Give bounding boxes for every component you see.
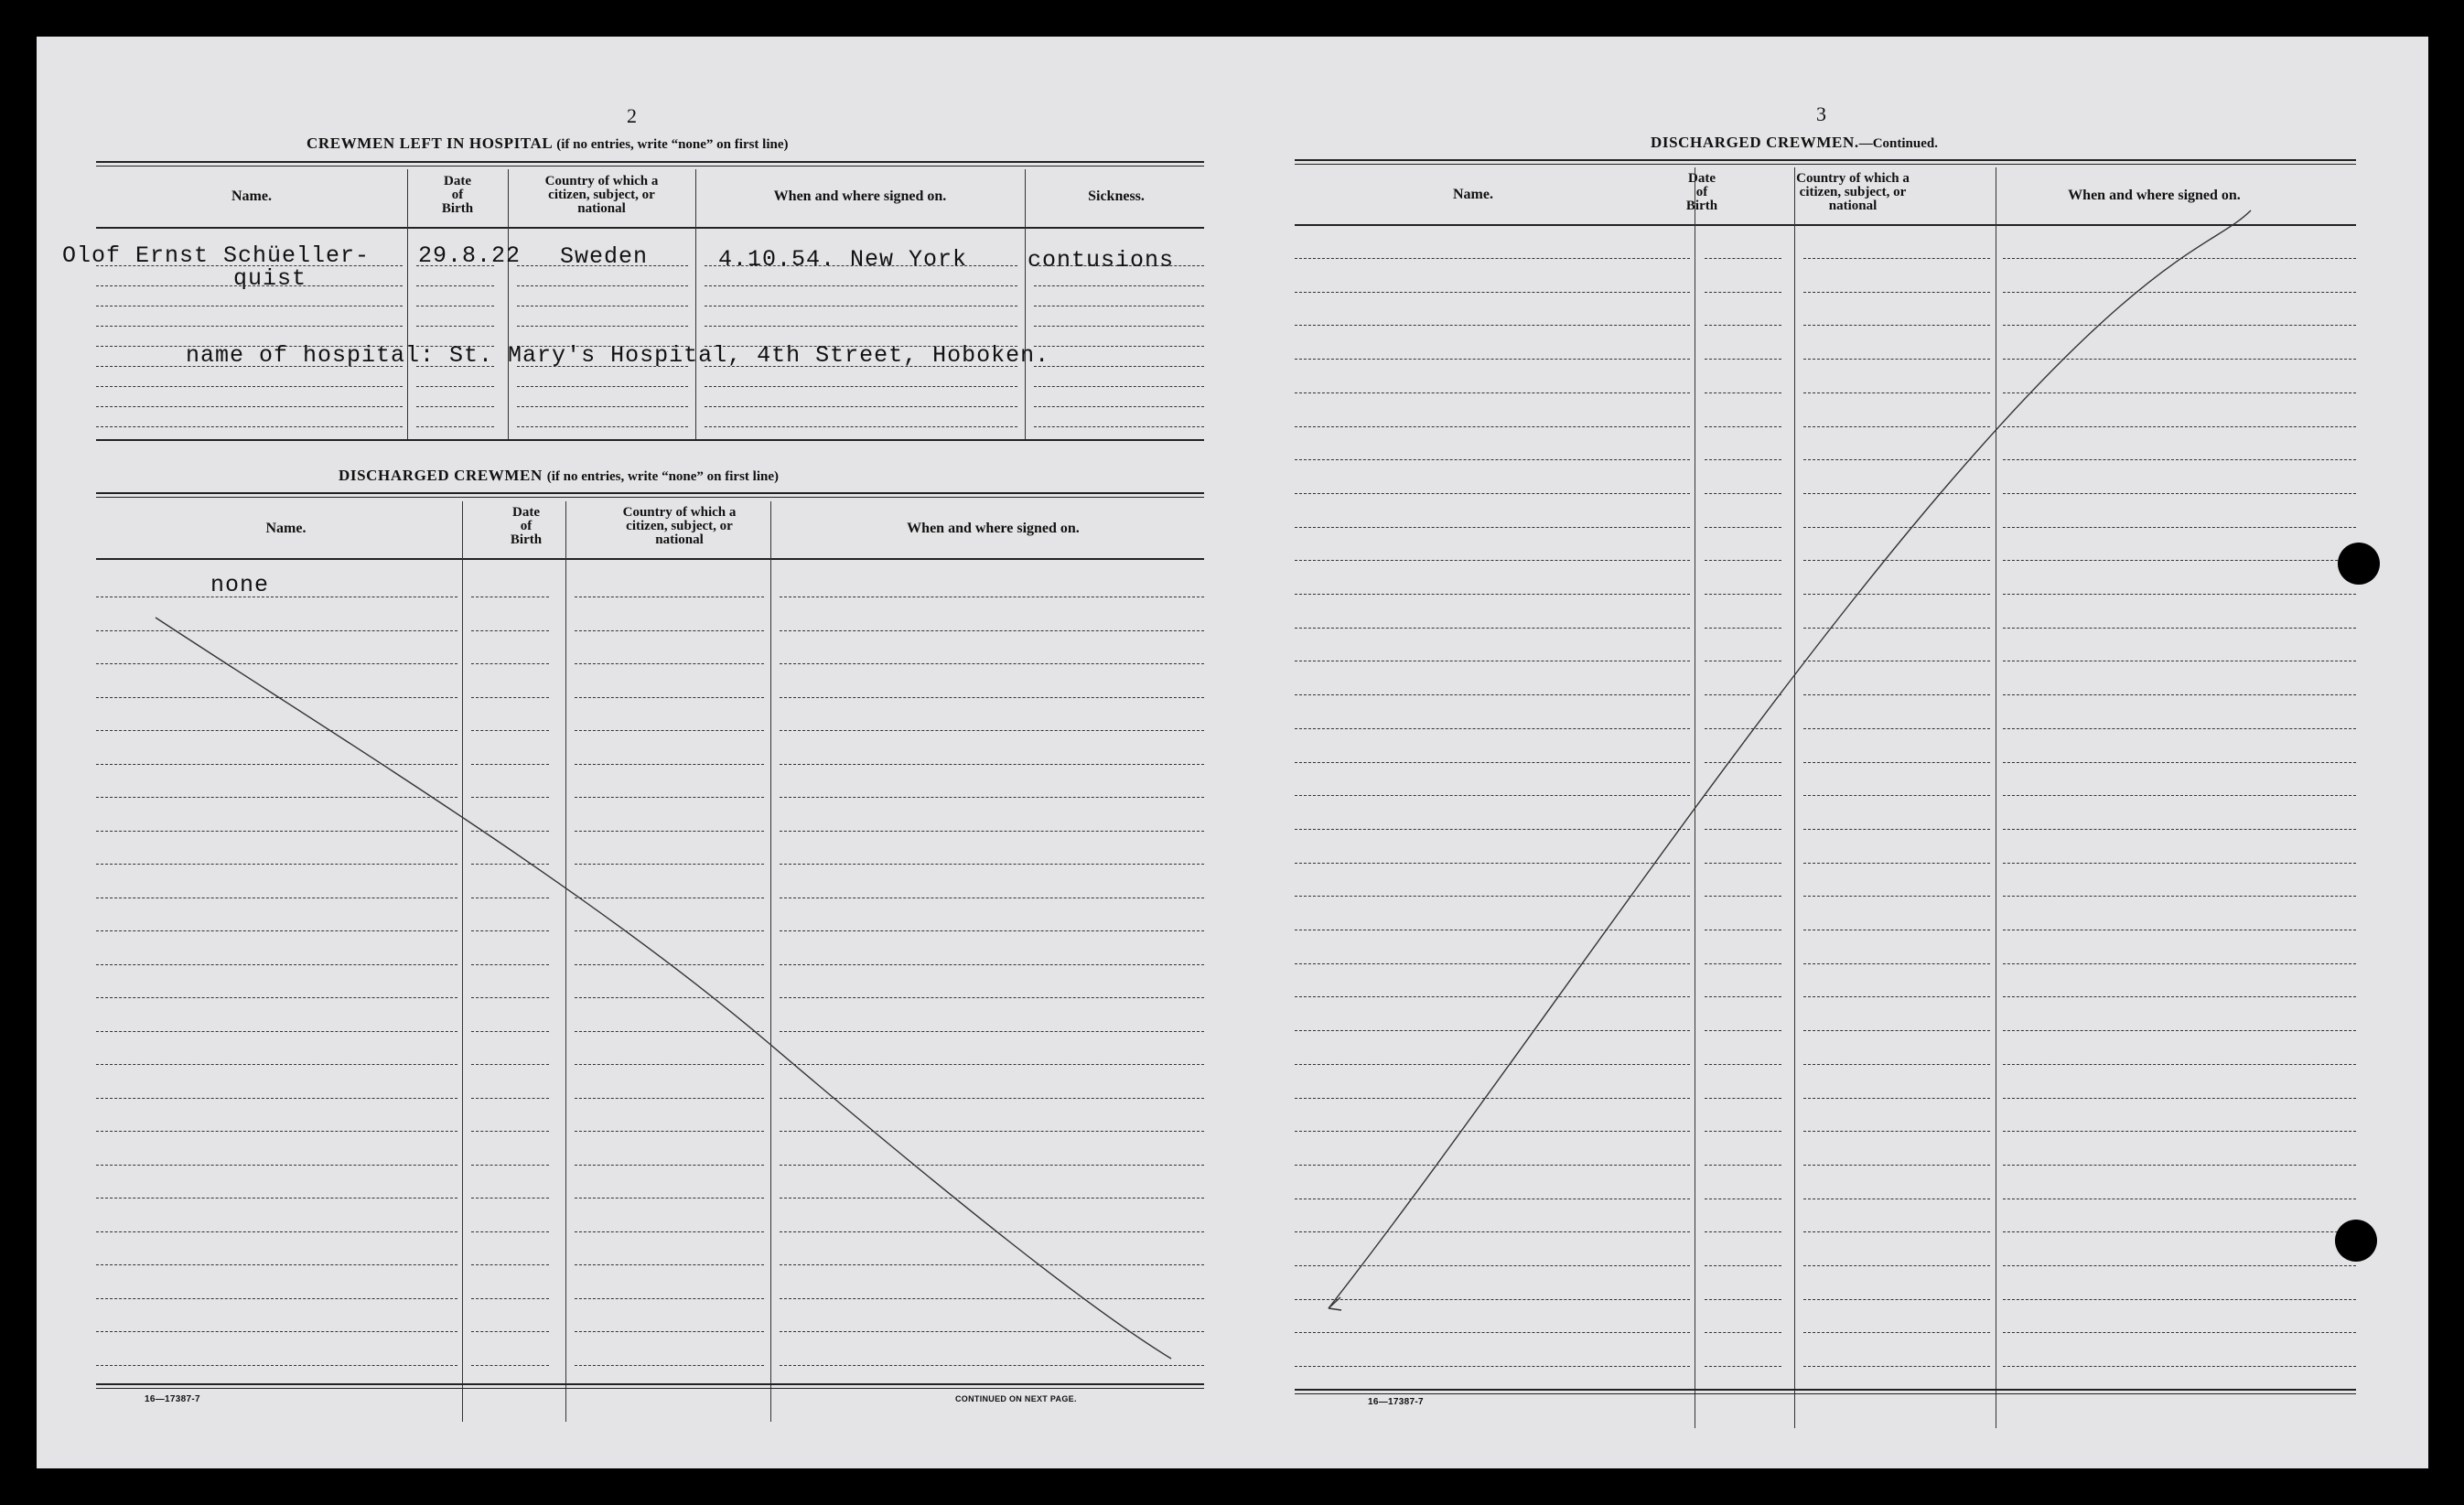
country-line: citizen, subject, or — [548, 188, 655, 202]
continued-note: CONTINUED ON NEXT PAGE. — [955, 1394, 1077, 1403]
dob-line: Date — [444, 174, 471, 188]
col-signed-header: When and where signed on. — [907, 521, 1080, 536]
left-cancel-stroke — [156, 618, 1171, 1359]
hospital-title-subtitle: (if no entries, write “none” on first line) — [556, 137, 789, 152]
country-line: citizen, subject, or — [626, 519, 733, 533]
hospital-entry-name: Olof Ernst Schüeller- — [62, 242, 371, 269]
right-cancel-stroke — [1329, 210, 2251, 1308]
col-signed-header: When and where signed on. — [773, 188, 947, 204]
right-title-text: DISCHARGED CREWMEN. — [1651, 134, 1859, 151]
col-name-header: Name. — [1453, 187, 1493, 202]
discharged-entry-none: none — [210, 572, 270, 598]
country-line: national — [577, 201, 626, 216]
form-number: 16—17387-7 — [1368, 1397, 1424, 1407]
country-line: Country of which a — [622, 505, 737, 520]
dob-line: Birth — [510, 532, 543, 547]
hospital-entry-country: Sweden — [560, 243, 649, 270]
col-sickness-header: Sickness. — [1088, 188, 1145, 204]
cancellation-strokes — [37, 37, 2428, 1468]
dob-line: of — [1695, 185, 1708, 199]
dob-line: Date — [1688, 171, 1716, 186]
document-sheet — [37, 37, 2428, 1468]
dob-line: Date — [512, 505, 540, 520]
country-line: national — [1828, 199, 1878, 213]
col-name-header: Name. — [231, 188, 272, 204]
hospital-title-text: CREWMEN LEFT IN HOSPITAL — [307, 134, 553, 152]
dob-line: of — [520, 519, 533, 533]
dob-line: of — [451, 188, 464, 202]
hospital-entry-sickness: contusions — [1028, 247, 1175, 274]
country-line: Country of which a — [1796, 171, 1910, 186]
page-number: 3 — [1816, 102, 1826, 125]
col-name-header: Name. — [265, 521, 307, 536]
hospital-entry-signed-on: 4.10.54. New York — [718, 246, 968, 273]
hospital-entry-dob: 29.8.22 — [418, 242, 522, 269]
country-line: citizen, subject, or — [1799, 185, 1907, 199]
country-line: national — [655, 532, 704, 547]
discharged-title-text: DISCHARGED CREWMEN — [339, 467, 543, 484]
hospital-name-note: name of hospital: St. Mary's Hospital, 4th Street, Hoboken. — [186, 342, 1050, 369]
discharged-title-subtitle: (if no entries, write “none” on first line) — [546, 469, 779, 484]
right-title-suffix: —Continued. — [1858, 136, 1938, 151]
col-signed-header: When and where signed on. — [2068, 188, 2241, 203]
page-number: 2 — [627, 104, 637, 127]
form-number: 16—17387-7 — [145, 1394, 200, 1404]
dob-line: Birth — [1685, 199, 1718, 213]
dob-line: Birth — [441, 201, 474, 216]
country-line: Country of which a — [544, 174, 659, 188]
hospital-entry-name-cont: quist — [233, 265, 307, 292]
